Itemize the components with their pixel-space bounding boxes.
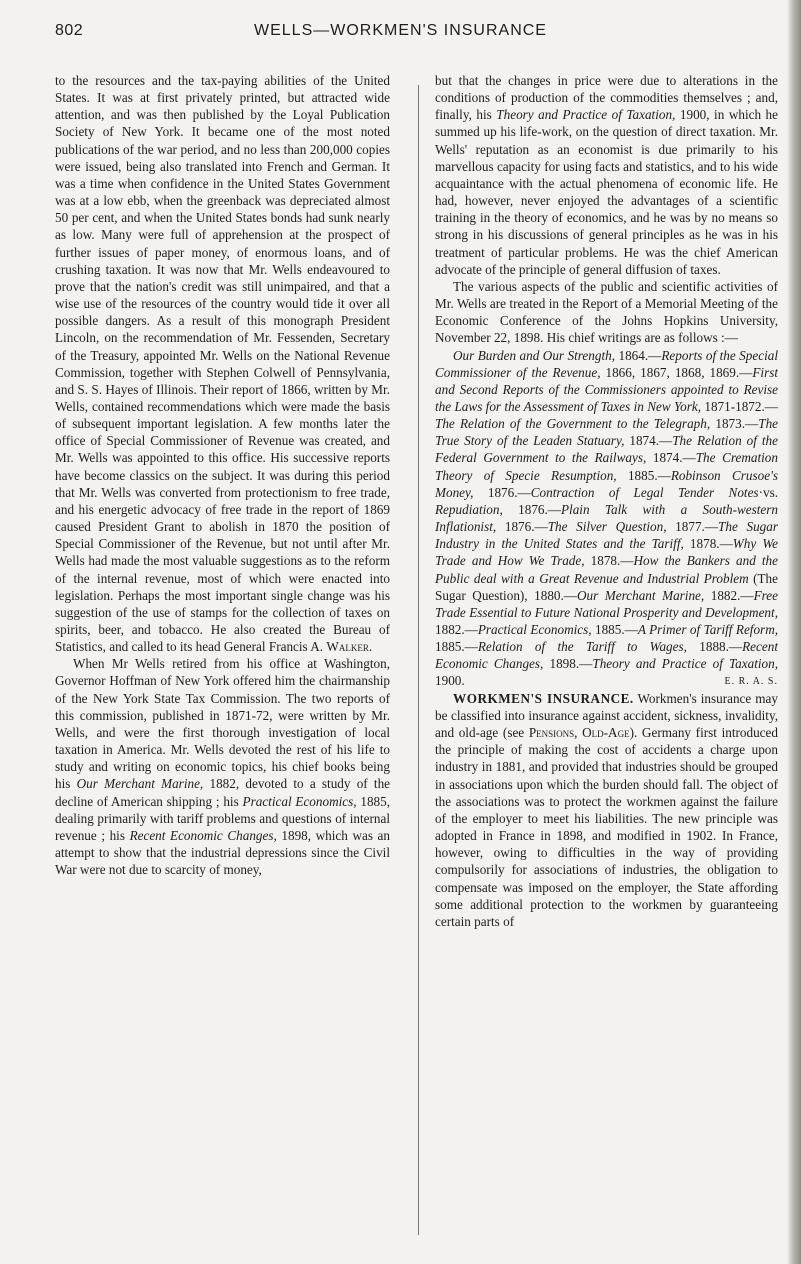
paragraph-wells-biography: to the resources and the tax-paying abilities of the United States. It was at first privately printed, but attracted wide attention, and was then published by the Loyal Publication Society of New York. It became one of the most noted publications of the war period, and no less than 200,000 copies were issued, being also translated into French and German. It was a time when confidence in the United States Government was at a low ebb, when the greenback was depreciated almost 50 per cent, and when the United States bonds had sunk nearly as low. Many were full of apprehension at the prospect of further issues of paper money, of enormous loans, and of crushing taxation. It was now that Mr. Wells endeavoured to prove that the nation's credit was still unimpaired, and that a wise use of the resources of the country would tide it over all possible dangers. As a result of this monograph President Lincoln, on the recommendation of Mr. Fessenden, Secretary of the Treasury, appointed Mr. Wells on the National Revenue Commission, together with Stephen Colwell of Pennsylvania, and S. S. Hayes of Illinois. Their report of 1866, written by Mr. Wells, contained recommendations which were made the basis of subsequent important legislation. A few months later the office of Special Commissioner of Revenue was created, and Mr. Wells was appointed to this office. His successive reports have become classics on the subject. It was during this period that Mr. Wells was converted from protectionism to free trade, and his energetic advocacy of free trade in the report of 1869 caused President Grant to abolish in 1870 the position of Special Commissioner of the Revenue, but not until after Mr. Wells had made the most valuable suggestions as to the reform of the internal revenue, most of which were enacted into legislation. Perhaps the most important single change was his suggestion of the use of stamps for the collection of taxes on spirits, beer, and tobacco. He also created the Bureau of Statistics, and called to its head General Francis A. Walker. [55,73,390,655]
book-title: Recent Economic Changes, [129,827,277,843]
bibliography-title: Contraction of Legal Tender Notes [530,484,759,500]
bibliography-title: First and Second Reports of the Commissioners appointed to Revise the Laws for the Assessment of Taxes in New York, [435,364,778,414]
paragraph-wells-reputation: but that the changes in price were due to alterations in the conditions of production of the commodities themselves ; and, finally, his Theory and Practice of Taxation, 1900, in which he summed up his life-work, on the question of direct taxation. Mr. Wells' reputation as an economist is due primarily to his marvellous capacity for using facts and statistics, and to his wide acquaintance with the actual phenomena of economic life. He had, however, never enjoyed the advantages of a scientific training in the theory of economics, and he was by no means so strong in his discussions of general principles as he was in his treatment of particular problems. He was the chief American advocate of the principle of general diffusion of taxes. [435,73,778,277]
bibliography-title: Robinson Crusoe's Money, [435,467,778,500]
bibliography-title: The Cremation Theory of Specie Resumption, [435,450,778,483]
bibliography-title: The Relation of the Federal Government to the Railways, [435,433,778,466]
name-walker: Walker. [326,639,373,655]
bibliography-title: Recent Economic Changes, [435,639,778,672]
book-title: Theory and Practice of Taxation, [496,107,676,123]
bibliography-title: The Silver Question, [547,519,667,535]
bibliography-title: Our Merchant Marine, [577,587,705,603]
page-edge-shadow [787,0,801,1264]
bibliography-date: ·vs. [758,484,778,500]
bibliography-date: 1898.— [543,656,593,672]
cross-reference: Pensions, Old-Age [528,725,630,741]
bibliography-title: The Relation of the Government to the Telegraph, [435,416,711,432]
bibliography-date: 1878.— [584,553,634,569]
page-number: 802 [55,22,84,39]
bibliography-date: 1877.— [666,519,719,535]
running-head: WELLS—WORKMEN'S INSURANCE [254,22,547,39]
page-header [0,20,801,50]
bibliography-title: Relation of the Tariff to Wages, [477,639,687,655]
bibliography-title: Plain Talk with a South-western Inflationist, [435,501,778,535]
book-title: Practical Economics, [242,793,357,809]
bibliography-date: (The Sugar Question), 1880.— [435,570,778,603]
bibliography-date: 1900. [435,673,465,689]
bibliography-title: Theory and Practice of Taxation, [592,656,778,672]
bibliography-date: 1876.— [473,484,531,500]
bibliography-date: 1885.— [435,639,478,655]
bibliography-date: 1876.— [496,519,548,535]
bibliography-title: Our Burden and Our Strength, [453,347,616,363]
bibliography-title: A Primer of Tariff Reform, [637,622,778,637]
bibliography [435,347,778,690]
bibliography-title: Repudiation, [435,501,503,517]
bibliography-date: 1866, 1867, 1868, 1869.— [600,364,753,380]
bibliography-title: Why We Trade and How We Trade, [435,536,778,569]
paragraph-wells-sources: The various aspects of the public and scientific activities of Mr. Wells are treated in the Report of a Memorial Meeting of the Economic Conference of the Johns Hopkins University, November 22, 1898. His chief writings are as follows :— [435,278,778,346]
bibliography-date: 1876.— [502,501,561,517]
author-signature: E. R. A. S. [724,675,778,687]
bibliography-date: 1885.— [591,622,638,637]
bibliography-date: 1874.— [646,450,696,466]
right-column [435,72,778,1242]
book-title: Our Merchant Marine, [76,776,204,792]
bibliography-title: How the Bankers and the Public deal with a Great Revenue and Industrial Problem [435,553,778,586]
bibliography-date: 1882.— [704,587,754,603]
bibliography-title: The True Story of the Leaden Statuary, [435,416,778,449]
paragraph-workmens-insurance: WORKMEN'S INSURANCE. Workmen's insurance may be classified into insurance against accident, sickness, invalidity, and old-age (see Pensions, Old-Age). Germany first introduced the principle of making the cost of accidents a charge upon industry in 1881, and provided that industries should be grouped in associations upon which the burden should fall. The object of the associations was to protect the workmen against the failure of the employer to meet his liabilities. The new principle was adopted in France in 1898, and modified in 1902. In France, however, owing to difficulties in the way of providing compulsorily for associations of industries, the obligation to compensate was imposed on the employer, the State affording some additional protection to the workmen by guaranteeing certain parts of [435,690,778,929]
bibliography-date: 1888.— [686,639,743,655]
left-column [55,72,390,1242]
bibliography-date: 1885.— [616,467,671,483]
bibliography-title: The Sugar Industry in the United States and the Tariff, [435,519,778,552]
bibliography-title: Free Trade Essential to Future National Prosperity and Development, [435,587,778,620]
bibliography-date: 1873.— [710,416,759,432]
bibliography-date: 1871-1872.— [701,398,778,414]
bibliography-date: 1864.— [615,347,662,363]
article-heading: WORKMEN'S INSURANCE. [453,690,634,706]
bibliography-date: 1882.— [435,622,478,637]
bibliography-title: Reports of the Special Commissioner of the Revenue, [435,347,778,380]
column-divider [418,85,419,1235]
bibliography-date: 1878.— [683,536,733,552]
bibliography-date: 1874.— [624,433,673,449]
paragraph-wells-later-life: When Mr Wells retired from his office at Washington, Governor Hoffman of New York offered him the chairmanship of the New York State Tax Commission. The two reports of this commission, published in 1871-72, were written by Mr. Wells, and were the first thorough investigation of local taxation in America. Mr. Wells devoted the rest of his life to study and writing on economic topics, his chief books being his Our Merchant Marine, 1882, devoted to a study of the decline of American shipping ; his Practical Economics, 1885, dealing primarily with tariff problems and questions of internal revenue ; his Recent Economic Changes, 1898, which was an attempt to show that the industrial depressions since the Civil War were not due to scarcity of money, [55,656,390,878]
bibliography-title: Practical Economics, [477,622,592,637]
